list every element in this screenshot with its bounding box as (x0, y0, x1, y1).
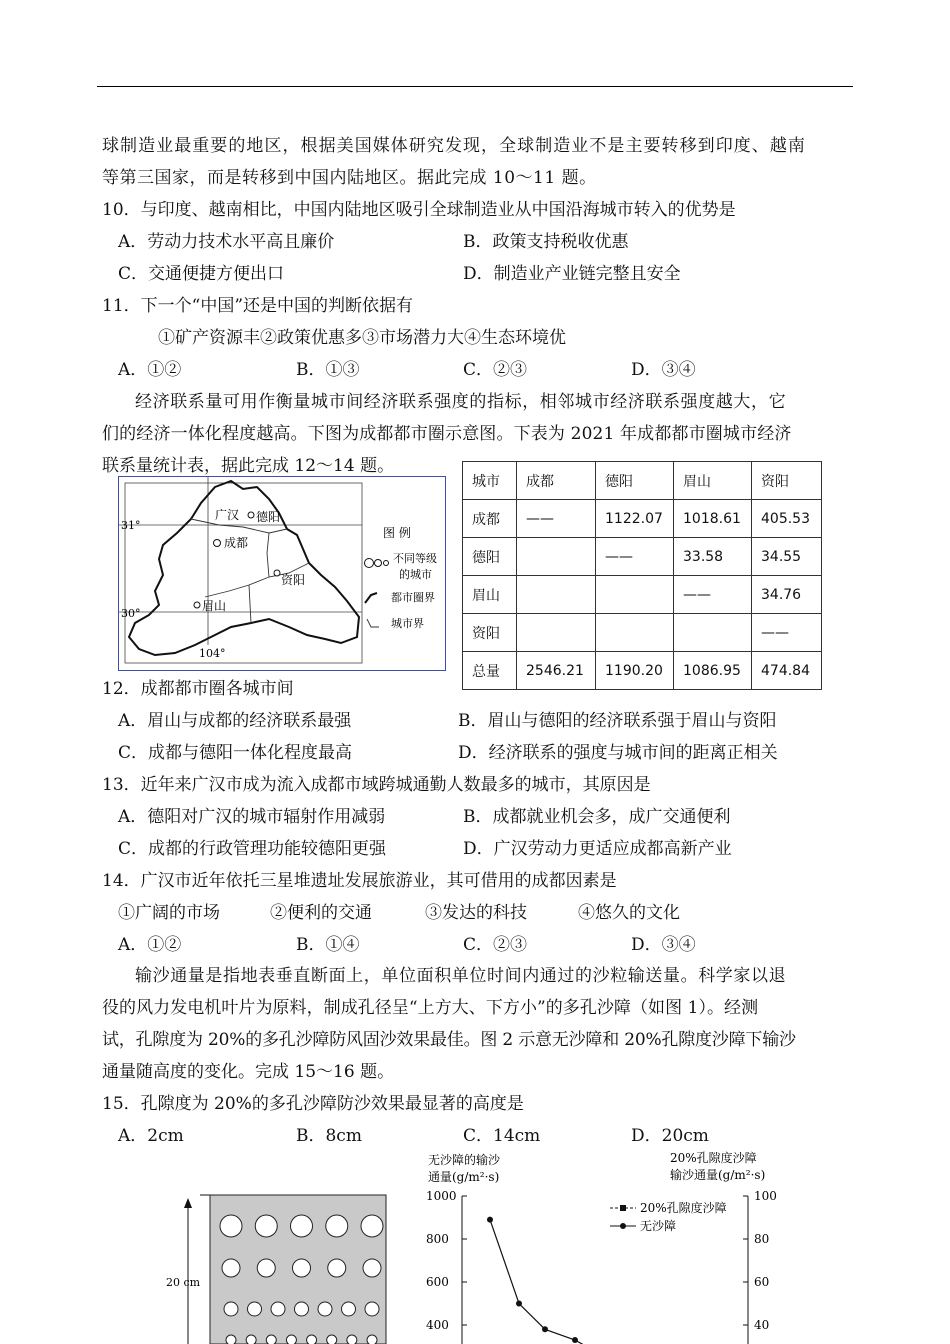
q15-option-b: B．8cm (296, 1126, 362, 1146)
q13-option-a: A．德阳对广汉的城市辐射作用减弱 (118, 807, 386, 827)
table-cell (517, 538, 596, 576)
table-cell (596, 576, 674, 614)
q11-option-c: C．②③ (463, 360, 528, 380)
table-cell: 1190.20 (596, 652, 674, 690)
series-no-barrier-point (487, 1217, 493, 1223)
table-row-total (463, 652, 822, 690)
q12-stem: 12．成都都市圈各城市间 (102, 679, 294, 699)
y-right-label-2: 输沙通量(g/m²·s) (670, 1168, 766, 1182)
y-right-tick-label: 60 (754, 1275, 770, 1289)
lon-104-label: 104° (199, 647, 226, 660)
legend-barrier-marker (620, 1205, 626, 1211)
y-left-label-1: 无沙障的输沙 (428, 1153, 501, 1167)
q14-item-3: ③发达的科技 (425, 903, 527, 923)
q12-option-c: C．成都与德阳一体化程度最高 (118, 743, 353, 763)
barrier-hole (266, 1335, 276, 1344)
table-cell: 2546.21 (517, 652, 596, 690)
sand-line-4: 通量随高度的变化。完成 15～16 题。 (102, 1062, 395, 1082)
q12-option-a: A．眉山与成都的经济联系最强 (118, 711, 352, 731)
table-header-cell: 眉山 (674, 462, 752, 500)
sand-line-2: 役的风力发电机叶片为原料，制成孔径呈“上方大、下方小”的多孔沙障（如图 1）。经测 (102, 998, 759, 1018)
table-cell: 总量 (463, 652, 517, 690)
legend-nobarrier-label: 无沙障 (640, 1219, 677, 1233)
q13-option-d: D．广汉劳动力更适应成都高新产业 (463, 839, 732, 859)
q15-option-d: D．20cm (631, 1126, 709, 1146)
legend-metro-icon (365, 593, 377, 603)
barrier-hole (271, 1302, 285, 1316)
legend-border-icon (367, 619, 379, 627)
q14-item-4: ④悠久的文化 (578, 903, 680, 923)
q10-option-d: D．制造业产业链完整且安全 (463, 264, 681, 284)
q14-option-a: A．①② (118, 935, 182, 955)
city-ziyang-label: 资阳 (281, 573, 306, 587)
q13-option-b: B．成都就业机会多，成广交通便利 (463, 807, 731, 827)
q11-option-b: B．①③ (296, 360, 360, 380)
city-meishan-label: 眉山 (202, 599, 227, 613)
barrier-hole (293, 1259, 311, 1277)
table-cell: 1018.61 (674, 500, 752, 538)
table-header-cell: 成都 (517, 462, 596, 500)
barrier-hole (327, 1335, 337, 1344)
q10-stem: 10．与印度、越南相比，中国内陆地区吸引全球制造业从中国沿海城市转入的优势是 (102, 200, 736, 220)
city-guanghan-label: 广汉 (215, 508, 240, 522)
barrier-hole (224, 1302, 238, 1316)
table-row (463, 500, 822, 538)
city-boundary-3 (267, 533, 269, 577)
table-header-cell: 德阳 (596, 462, 674, 500)
barrier-hole (248, 1302, 262, 1316)
q14-option-d: D．③④ (631, 935, 696, 955)
q13-option-c: C．成都的行政管理功能较德阳更强 (118, 839, 387, 859)
barrier-hole (307, 1335, 317, 1344)
q14-option-c: C．②③ (463, 935, 528, 955)
legend-title: 图 例 (383, 526, 411, 540)
series-no-barrier-point (542, 1326, 548, 1332)
sand-line-3: 试，孔隙度为 20%的多孔沙障防风固沙效果最佳。图 2 示意无沙障和 20%孔隙度沙障下输沙 (102, 1030, 796, 1050)
barrier-hole (291, 1215, 313, 1237)
q10-option-b: B．政策支持税收优惠 (463, 232, 629, 252)
barrier-hole (347, 1335, 357, 1344)
legend-border-label: 城市界 (391, 617, 424, 630)
city-chengdu-marker (214, 540, 221, 547)
table-cell: 1086.95 (674, 652, 752, 690)
lat-31-label: 31° (121, 519, 141, 532)
table-cell (517, 576, 596, 614)
barrier-hole (257, 1259, 275, 1277)
series-no-barrier-point (516, 1301, 522, 1307)
q11-items: ①矿产资源丰②政策优惠多③市场潜力大④生态环境优 (158, 328, 566, 348)
table-cell: 1122.07 (596, 500, 674, 538)
legend-city-icon-large (365, 559, 374, 568)
series-no-barrier-point (572, 1337, 578, 1343)
table-cell (674, 614, 752, 652)
barrier-hole (246, 1335, 256, 1344)
table-cell: 德阳 (463, 538, 517, 576)
barrier-hole (295, 1302, 309, 1316)
q15-stem: 15．孔隙度为 20%的多孔沙障防沙效果最显著的高度是 (102, 1094, 524, 1114)
barrier-hole (222, 1259, 240, 1277)
q15-option-c: C．14cm (463, 1126, 541, 1146)
y-left-tick-label: 400 (426, 1318, 449, 1332)
y-left-tick-label: 600 (426, 1275, 449, 1289)
q14-item-2: ②便利的交通 (270, 903, 372, 923)
table-header-row (463, 462, 822, 500)
legend-city-label-2: 的城市 (399, 568, 432, 581)
barrier-hole (367, 1335, 377, 1344)
barrier-hole (286, 1335, 296, 1344)
table-header-cell: 城市 (463, 462, 517, 500)
y-right-tick-label: 100 (754, 1189, 777, 1203)
chengdu-metro-map (118, 476, 446, 671)
y-left-label-2: 通量(g/m²·s) (428, 1170, 500, 1184)
q14-item-1: ①广阔的市场 (118, 903, 220, 923)
figure2-chart (414, 1148, 794, 1344)
q11-option-d: D．③④ (631, 360, 696, 380)
q15-option-a: A．2cm (118, 1126, 184, 1146)
header-rule (97, 86, 853, 87)
barrier-hole (363, 1259, 381, 1277)
barrier-hole (361, 1215, 383, 1237)
table-header-cell: 资阳 (752, 462, 822, 500)
city-chengdu-label: 成都 (224, 536, 249, 550)
econ-line-3: 联系量统计表，据此完成 12～14 题。 (102, 456, 395, 476)
barrier-hole (318, 1302, 332, 1316)
q14-option-b: B．①④ (296, 935, 360, 955)
city-deyang-marker (248, 512, 254, 518)
barrier-hole (220, 1215, 242, 1237)
econ-line-2: 们的经济一体化程度越高。下图为成都都市圈示意图。下表为 2021 年成都都市圈城市经济 (102, 424, 792, 444)
city-deyang-label: 德阳 (256, 510, 281, 524)
q12-option-b: B．眉山与德阳的经济联系强于眉山与资阳 (458, 711, 777, 731)
table-cell: —— (674, 576, 752, 614)
city-ziyang-marker (274, 570, 280, 576)
barrier-hole (342, 1302, 356, 1316)
q10-option-a: A．劳动力技术水平高且廉价 (118, 232, 335, 252)
table-row (463, 614, 822, 652)
table-cell: 34.76 (752, 576, 822, 614)
intro-line-1: 球制造业最重要的地区，根据美国媒体研究发现，全球制造业不是主要转移到印度、越南 (102, 136, 806, 156)
figure1-sand-barrier (160, 1190, 400, 1344)
economic-link-table (462, 461, 822, 690)
q10-option-c: C．交通便捷方便出口 (118, 264, 285, 284)
city-meishan-marker (194, 602, 200, 608)
legend-city-label: 不同等级 (393, 552, 437, 565)
table-cell: 资阳 (463, 614, 517, 652)
barrier-hole (326, 1215, 348, 1237)
series-no-barrier-line (490, 1220, 610, 1344)
q11-stem: 11．下一个“中国”还是中国的判断依据有 (102, 296, 414, 316)
table-cell (596, 614, 674, 652)
table-cell: 405.53 (752, 500, 822, 538)
table-row (463, 576, 822, 614)
q11-option-a: A．①② (118, 360, 182, 380)
legend-metro-label: 都市圈界 (391, 591, 435, 604)
table-cell: —— (596, 538, 674, 576)
econ-line-1: 经济联系量可用作衡量城市间经济联系强度的指标，相邻城市经济联系强度越大，它 (135, 392, 787, 412)
map-frame (125, 483, 362, 663)
table-row (463, 538, 822, 576)
barrier-hole (226, 1335, 236, 1344)
y-right-tick-label: 80 (754, 1232, 770, 1246)
height-arrow-head (184, 1198, 192, 1208)
y-right-label-1: 20%孔隙度沙障 (670, 1151, 757, 1165)
table-cell: 34.55 (752, 538, 822, 576)
barrier-hole (328, 1259, 346, 1277)
q12-option-d: D．经济联系的强度与城市间的距离正相关 (458, 743, 778, 763)
table-cell: 眉山 (463, 576, 517, 614)
q13-stem: 13．近年来广汉市成为流入成都市域跨城通勤人数最多的城市，其原因是 (102, 775, 651, 795)
table-cell: 474.84 (752, 652, 822, 690)
table-cell: 成都 (463, 500, 517, 538)
intro-line-2: 等第三国家，而是转移到中国内陆地区。据此完成 10～11 题。 (102, 168, 597, 188)
barrier-hole (365, 1302, 379, 1316)
table-cell (517, 614, 596, 652)
table-cell: —— (752, 614, 822, 652)
legend-nobarrier-marker (620, 1223, 626, 1229)
legend-barrier-label: 20%孔隙度沙障 (640, 1201, 727, 1215)
y-right-tick-label: 40 (754, 1318, 770, 1332)
metro-boundary (129, 481, 359, 655)
table-cell: 33.58 (674, 538, 752, 576)
q14-stem: 14．广汉市近年依托三星堆遗址发展旅游业，其可借用的成都因素是 (102, 871, 617, 891)
barrier-hole (255, 1215, 277, 1237)
lat-30-label: 30° (121, 607, 141, 620)
legend-city-icon-small (384, 561, 389, 566)
sand-line-1: 输沙通量是指地表垂直断面上，单位面积单位时间内通过的沙粒输送量。科学家以退 (135, 966, 787, 986)
y-left-tick-label: 1000 (426, 1189, 457, 1203)
height-label: 20 cm (166, 1276, 201, 1289)
table-cell: —— (517, 500, 596, 538)
legend-city-icon-medium (375, 560, 382, 567)
city-boundary-4 (249, 585, 251, 623)
y-left-tick-label: 800 (426, 1232, 449, 1246)
